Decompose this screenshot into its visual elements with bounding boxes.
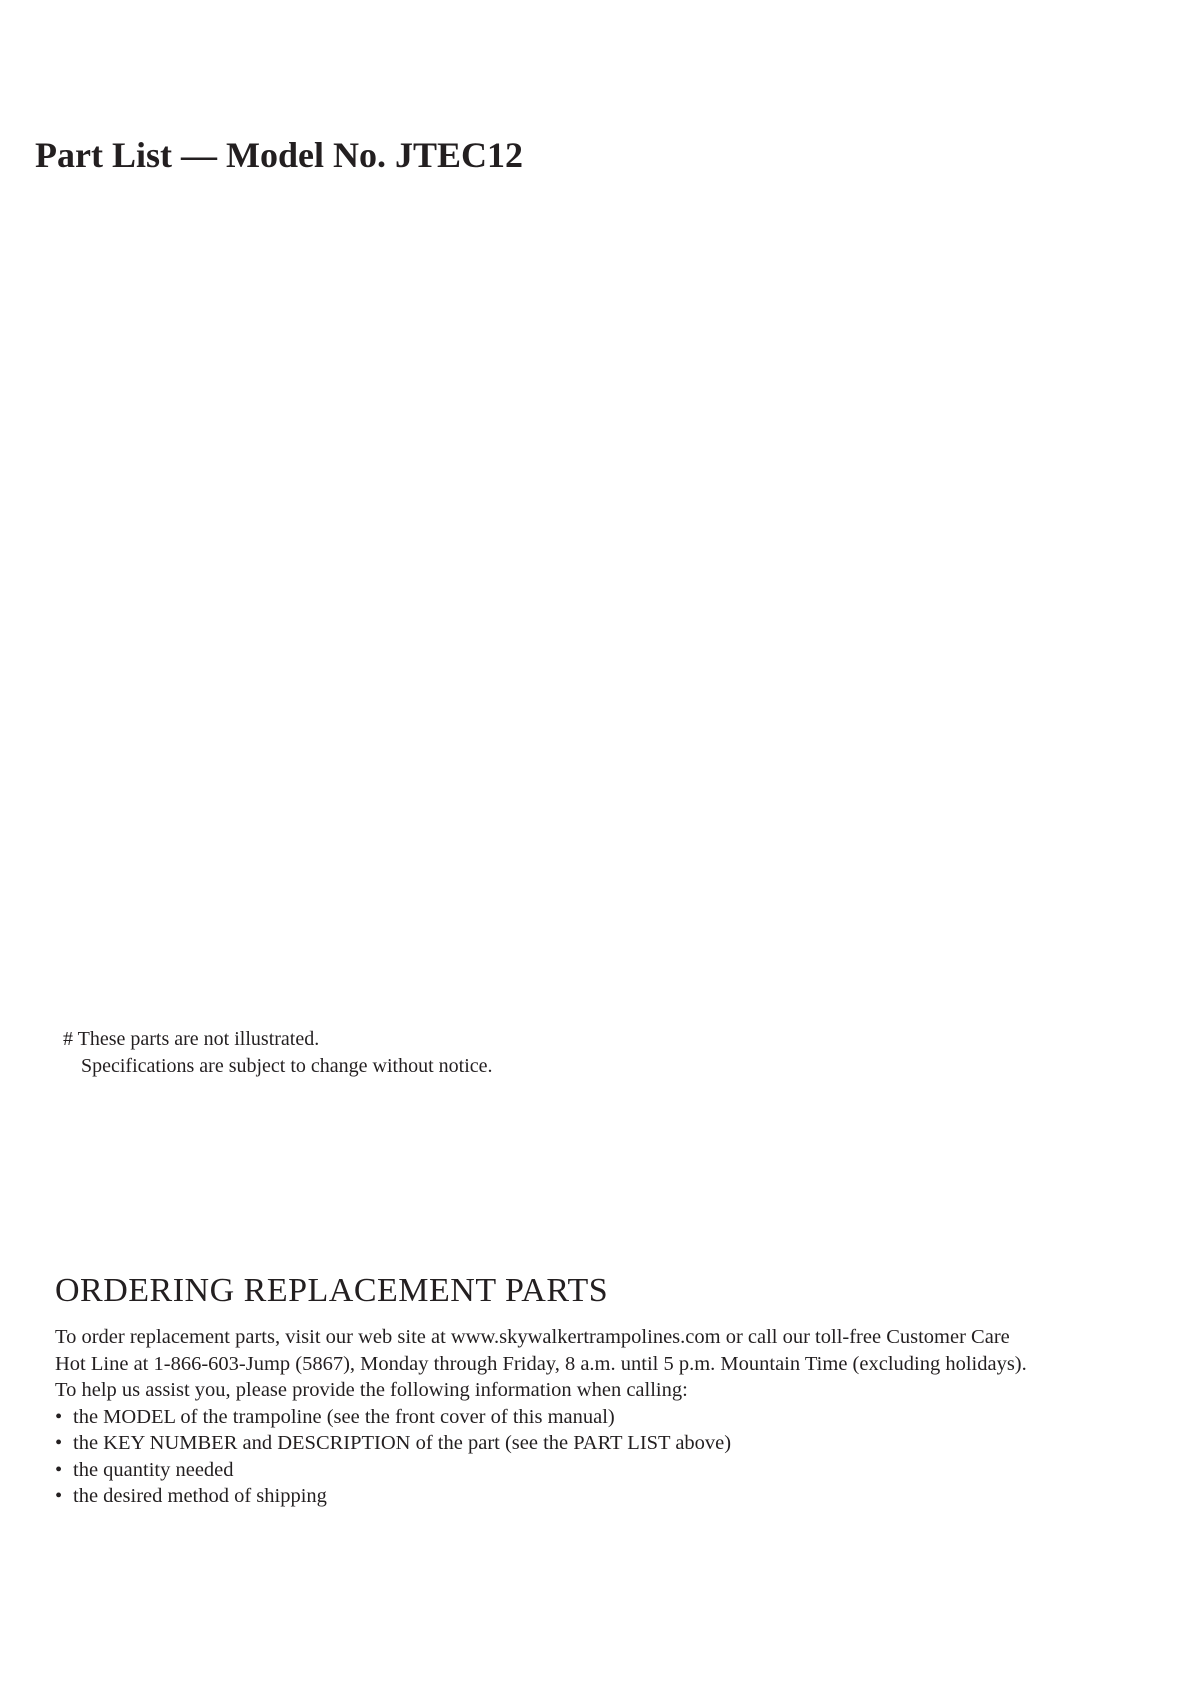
list-item-text: the KEY NUMBER and DESCRIPTION of the part (see the PART LIST above) (73, 1432, 732, 1454)
not-illustrated-note: # These parts are not illustrated. (63, 1028, 320, 1050)
page-title: Part List — Model No. JTEC12 (35, 135, 523, 175)
ordering-line: To order replacement parts, visit our web site at www.skywalkertrampolines.com or call our toll-free Customer Care (55, 1326, 1010, 1348)
list-item-text: the desired method of shipping (73, 1485, 327, 1507)
list-item-text: the MODEL of the trampoline (see the front cover of this manual) (73, 1405, 615, 1428)
bullet-icon: • (55, 1432, 63, 1454)
ordering-line: To help us assist you, please provide the following information when calling: (55, 1379, 688, 1401)
required-info-list (55, 1404, 1175, 1510)
list-item (55, 1404, 1175, 1431)
bullet-icon: • (55, 1485, 63, 1507)
list-item-text: the quantity needed (73, 1458, 234, 1481)
list-item (55, 1430, 1175, 1457)
ordering-body (55, 1324, 1175, 1510)
part-list-notes (63, 1026, 493, 1080)
list-item (55, 1483, 1175, 1510)
bullet-icon: • (55, 1458, 63, 1481)
specifications-note: Specifications are subject to change without notice. (81, 1055, 493, 1077)
ordering-heading: ORDERING REPLACEMENT PARTS (55, 1272, 609, 1309)
bullet-icon: • (55, 1405, 63, 1428)
list-item (55, 1457, 1175, 1484)
ordering-section (55, 1270, 1175, 1510)
ordering-line: Hot Line at 1-866-603-Jump (5867), Monday through Friday, 8 a.m. until 5 p.m. Mountain Time (excluding holidays). (55, 1352, 1027, 1375)
